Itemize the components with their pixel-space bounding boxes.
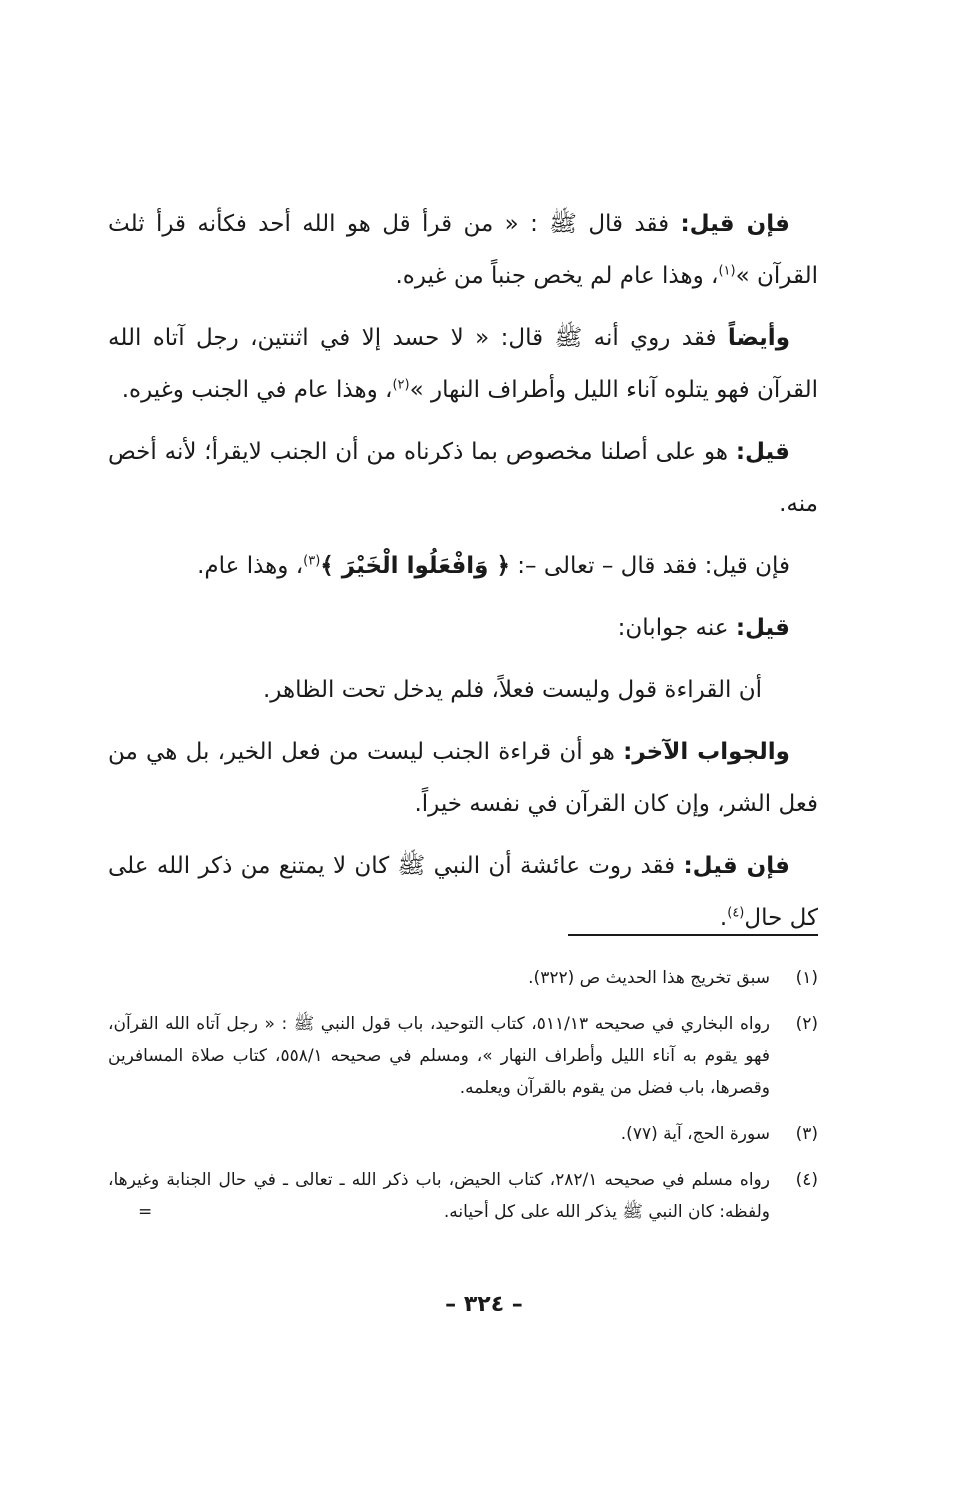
paragraph-8-text: فقد روت عائشة أن النبي ﷺ كان لا يمتنع من ذكر الله على كل حال [108, 853, 818, 931]
paragraph-7-lead: والجواب الآخر: [623, 739, 790, 765]
footnote-divider [568, 934, 818, 936]
paragraph-1-lead: فإن قيل: [680, 211, 790, 237]
footnote-ref-2[interactable]: (٢) [392, 377, 410, 393]
paragraph-2-tail: ، وهذا عام في الجنب وغيره. [121, 377, 393, 403]
footnote-4-number: (٤) [795, 1170, 818, 1190]
paragraph-3-lead: قيل: [735, 439, 790, 465]
paragraph-1-tail: ، وهذا عام لم يخص جنباً من غيره. [395, 263, 719, 289]
paragraph-2-text: فقد روي أنه ﷺ قال: « لا حسد إلا في اثنتين، رجل آتاه الله القرآن فهو يتلوه آناء الليل وأطراف النهار » [108, 325, 818, 403]
paragraph-7-text: هو أن قراءة الجنب ليست من فعل الخير، بل هي من فعل الشر، وإن كان القرآن في نفسه خيراً. [108, 739, 818, 817]
footnote-ref-1[interactable]: (١) [718, 263, 736, 279]
paragraph-1-text: فقد قال ﷺ : « من قرأ قل هو الله أحد فكأنه قرأ ثلث القرآن » [108, 211, 818, 289]
paragraph-5 [108, 602, 818, 654]
paragraph-6 [108, 664, 818, 716]
quran-verse: ﴿ وَافْعَلُوا الْخَيْرَ ﴾ [320, 553, 510, 579]
page-number: – ٣٢٤ – [445, 1292, 523, 1317]
footnote-1-number: (١) [795, 968, 818, 988]
paragraph-8 [108, 840, 818, 944]
paragraph-2-lead: وأيضاً [727, 325, 790, 351]
paragraph-4-pre: فإن قيل: فقد قال – تعالى –: [509, 553, 790, 579]
paragraph-4-tail: ، وهذا عام. [197, 553, 304, 579]
paragraph-5-text: عنه جوابان: [617, 615, 736, 641]
paragraph-4 [108, 540, 818, 592]
footnote-3-text: سورة الحج، آية (٧٧). [620, 1124, 770, 1144]
paragraph-8-lead: فإن قيل: [683, 853, 790, 879]
footnote-4 [108, 1164, 818, 1228]
footnote-continuation-mark: = [138, 1202, 153, 1222]
footnote-3-number: (٣) [795, 1124, 818, 1144]
footnote-4-text: رواه مسلم في صحيحه ٢٨٢/١، كتاب الحيض، باب ذكر الله ـ تعالى ـ في حال الجنابة وغيرها، ولفظه: كان النبي ﷺ يذكر الله على كل أحيانه. [108, 1170, 770, 1222]
paragraph-2 [108, 312, 818, 416]
paragraph-3-text: هو على أصلنا مخصوص بما ذكرناه من أن الجنب لايقرأ؛ لأنه أخص منه. [108, 439, 818, 517]
footnote-1-text: سبق تخريج هذا الحديث ص (٣٢٢). [528, 968, 770, 988]
footnote-1 [108, 962, 818, 994]
paragraph-8-tail: . [719, 905, 728, 931]
paragraph-1 [108, 198, 818, 302]
paragraph-7 [108, 726, 818, 830]
footnotes [108, 962, 818, 1242]
footnote-2 [108, 1008, 818, 1104]
footnote-3 [108, 1118, 818, 1150]
footnote-2-number: (٢) [795, 1014, 818, 1034]
footnote-4-body [108, 1164, 770, 1228]
paragraph-6-text: أن القراءة قول وليست فعلاً، فلم يدخل تحت الظاهر. [263, 677, 762, 703]
paragraph-3 [108, 426, 818, 530]
footnote-2-text: رواه البخاري في صحيحه ٥١١/١٣، كتاب التوحيد، باب قول النبي ﷺ : « رجل آتاه الله القرآن، فهو يقوم به آناء الليل وأطراف النهار »، ومسلم في صحيحه ٥٥٨/١، كتاب صلاة المسافرين وقصرها، باب فضل من يقوم بالقرآن ويعلمه. [108, 1014, 770, 1098]
footnote-ref-3[interactable]: (٣) [303, 553, 321, 569]
footnote-ref-4[interactable]: (٤) [727, 905, 745, 921]
main-text [108, 198, 818, 954]
paragraph-5-lead: قيل: [735, 615, 790, 641]
